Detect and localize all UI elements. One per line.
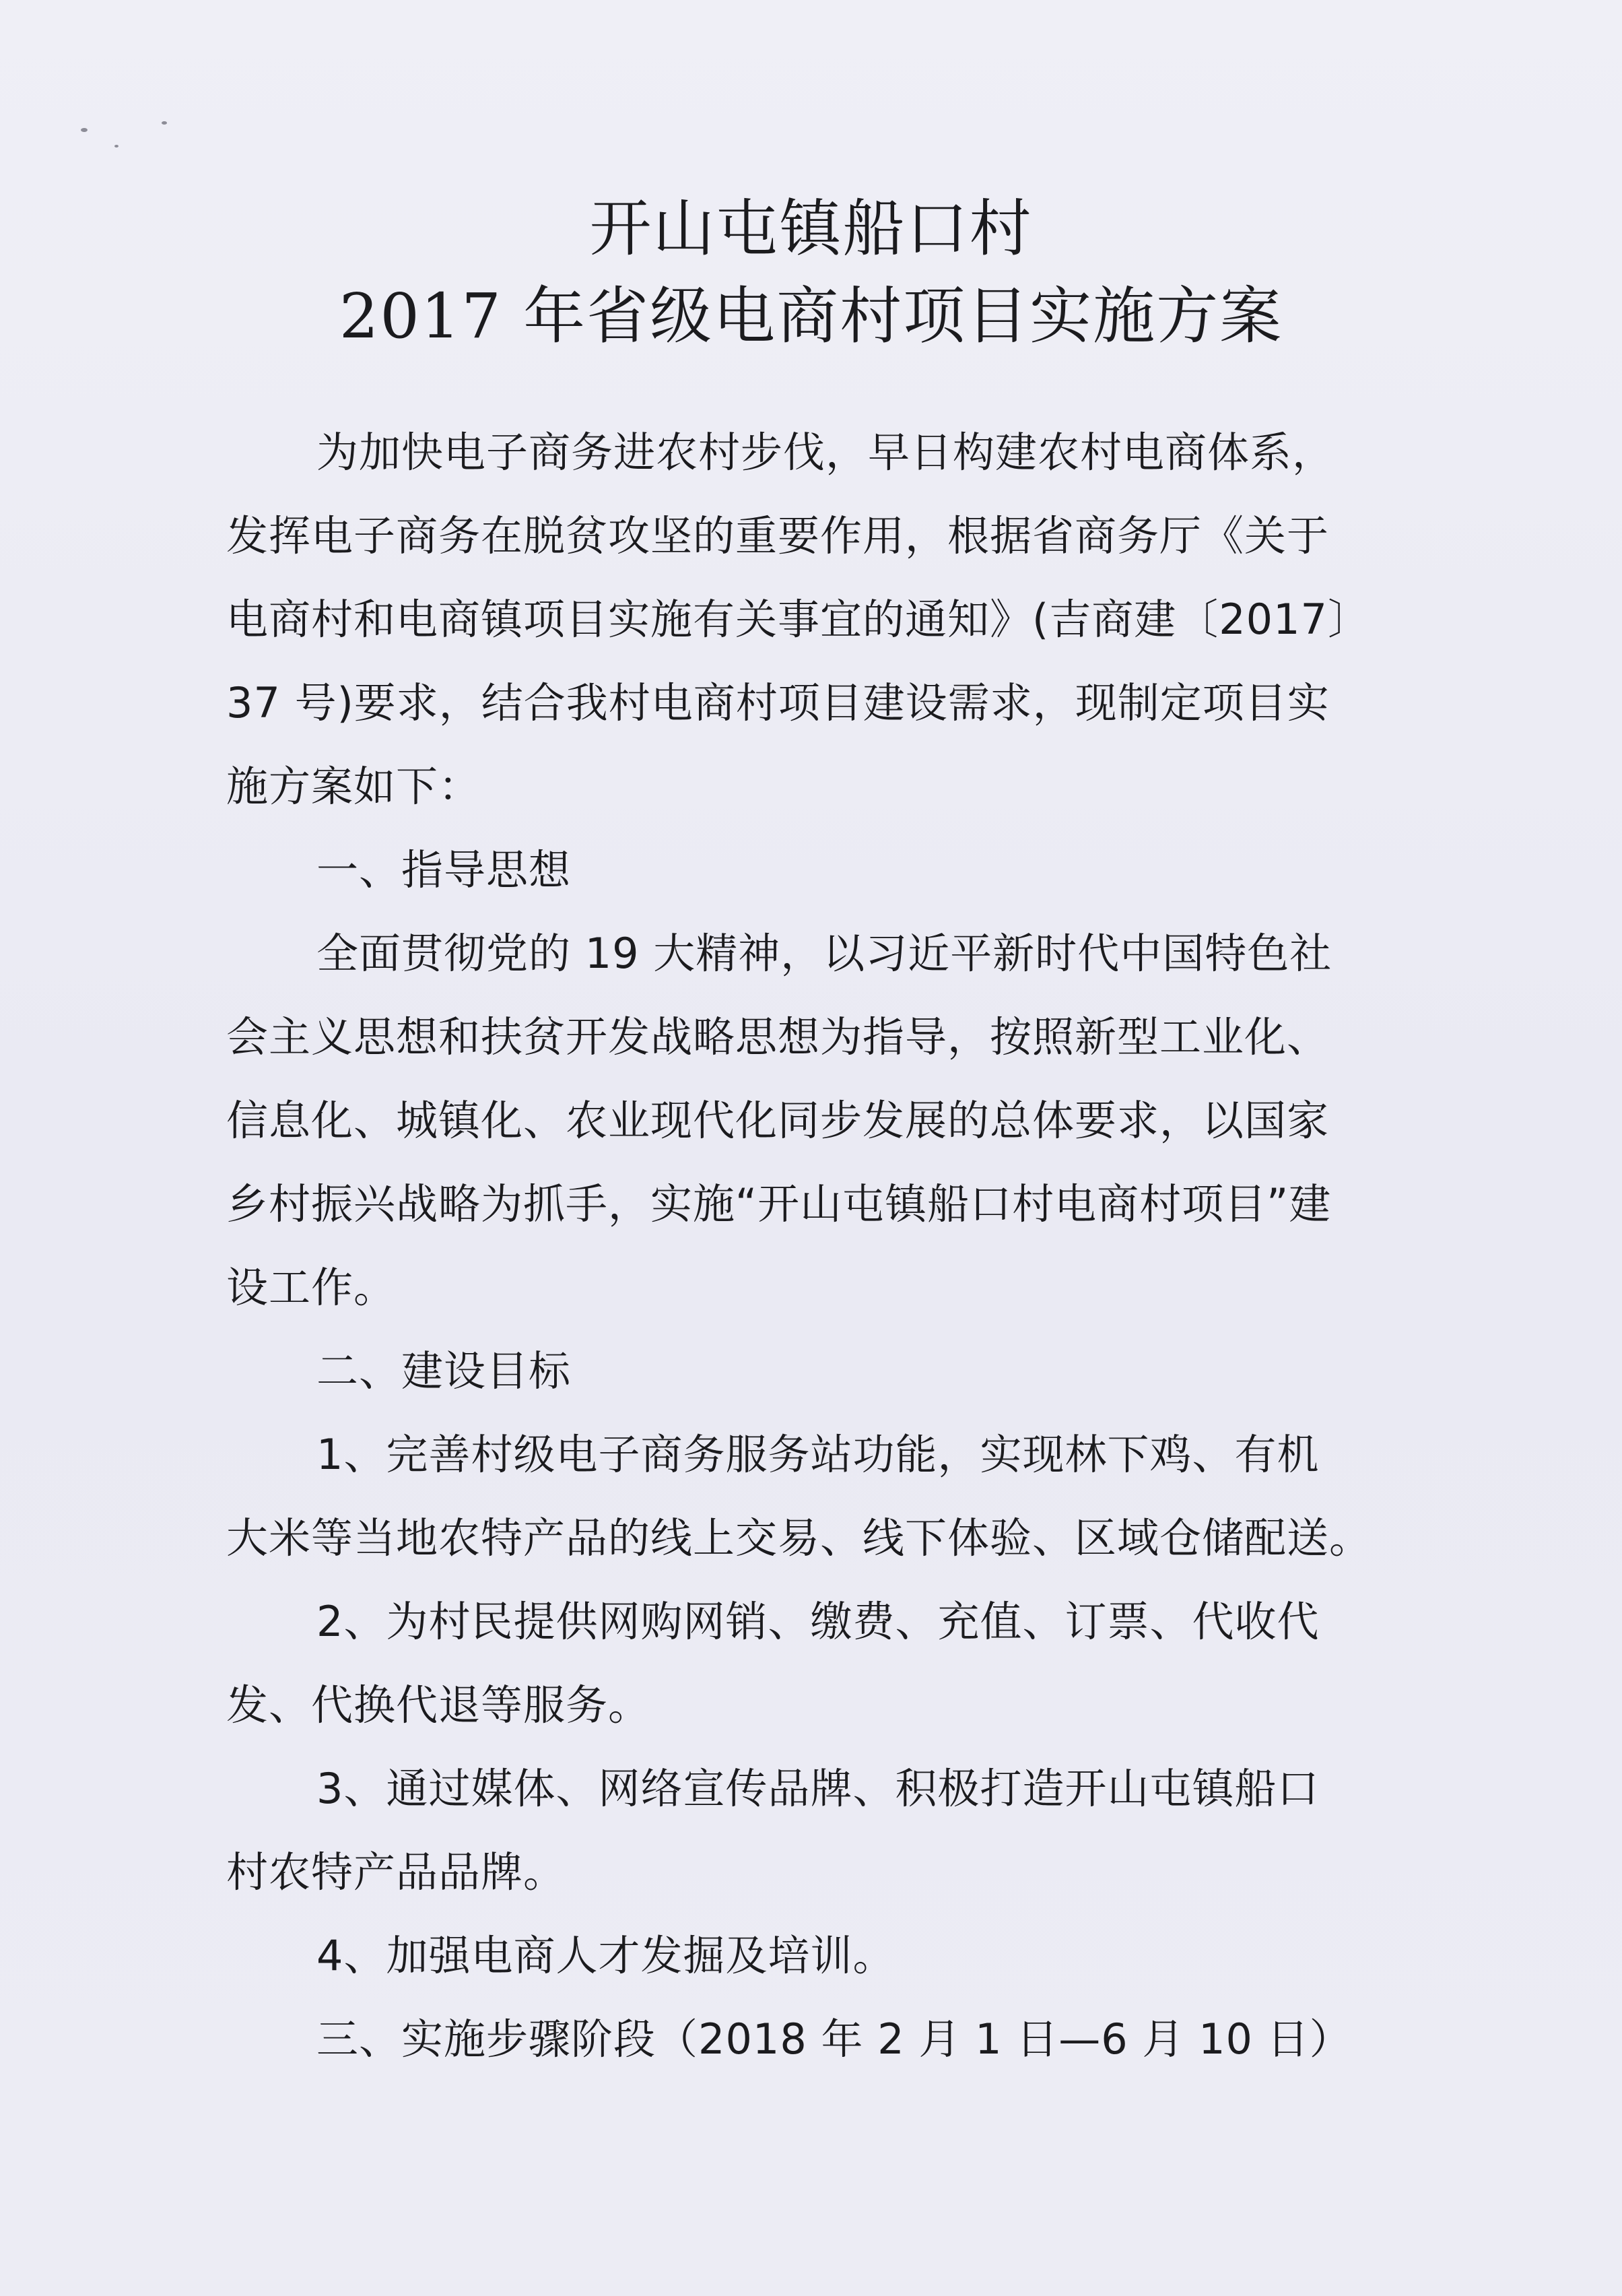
list-item: 3、通过媒体、网络宣传品牌、积极打造开山屯镇船口	[316, 1764, 1320, 1813]
section-heading: 三、实施步骤阶段（2018 年 2 月 1 日—6 月 10 日）	[316, 2014, 1352, 2064]
body-line: 全面贯彻党的 19 大精神，以习近平新时代中国特色社	[316, 929, 1332, 978]
document-title-line-2: 2017 年省级电商村项目实施方案	[339, 280, 1283, 352]
body-line: 乡村振兴战略为抓手，实施“开山屯镇船口村电商村项目”建	[226, 1179, 1332, 1228]
list-item-continuation: 发、代换代退等服务。	[226, 1680, 651, 1730]
body-line: 发挥电子商务在脱贫攻坚的重要作用，根据省商务厅《关于	[226, 511, 1330, 560]
section-heading: 二、建设目标	[316, 1346, 572, 1396]
section-heading: 一、指导思想	[316, 845, 572, 894]
list-item-continuation: 大米等当地农特产品的线上交易、线下体验、区域仓储配送。	[226, 1513, 1372, 1563]
body-line: 为加快电子商务进农村步伐，早日构建农村电商体系，	[316, 428, 1335, 477]
scan-speck	[162, 121, 167, 125]
body-line: 施方案如下：	[226, 762, 481, 811]
list-item: 1、完善村级电子商务服务站功能，实现林下鸡、有机	[316, 1430, 1320, 1479]
body-line: 设工作。	[226, 1263, 397, 1312]
body-line: 37 号)要求，结合我村电商村项目建设需求，现制定项目实	[226, 678, 1330, 727]
body-line: 会主义思想和扶贫开发战略思想为指导，按照新型工业化、	[226, 1012, 1330, 1061]
document-title-line-1: 开山屯镇船口村	[589, 193, 1033, 265]
body-line: 信息化、城镇化、农业现代化同步发展的总体要求，以国家	[226, 1096, 1330, 1145]
scan-speck	[81, 128, 88, 132]
body-line: 电商村和电商镇项目实施有关事宜的通知》(吉商建〔2017〕	[226, 595, 1370, 644]
list-item: 4、加强电商人才发掘及培训。	[316, 1931, 896, 1980]
list-item-continuation: 村农特产品品牌。	[226, 1847, 566, 1897]
list-item: 2、为村民提供网购网销、缴费、充值、订票、代收代	[316, 1597, 1320, 1646]
scan-speck	[114, 145, 119, 147]
